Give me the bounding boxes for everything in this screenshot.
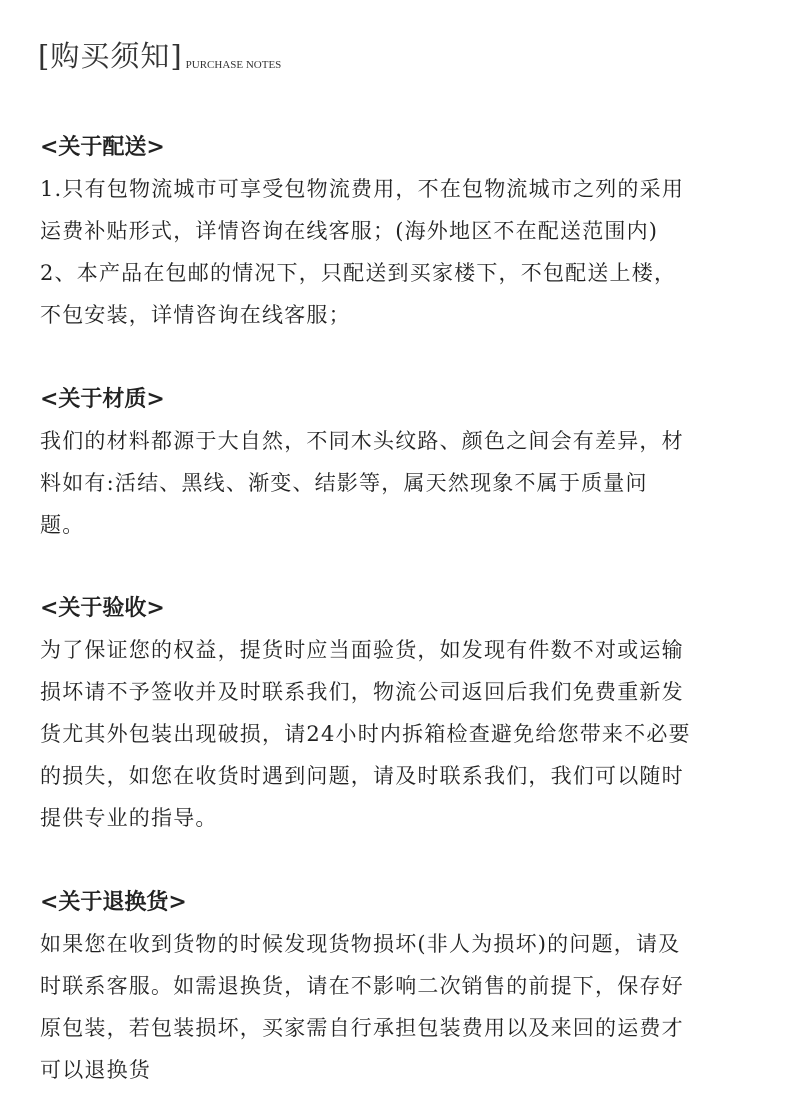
body-line: 料如有:活结、黑线、渐变、结影等，属天然现象不属于质量问 [40, 471, 648, 495]
body-line: 货尤其外包装出现破损，请24小时内拆箱检查避免给您带来不必要 [40, 722, 691, 746]
section-title-material: <关于材质> [40, 386, 165, 412]
body-line: 运费补贴形式，详情咨询在线客服；(海外地区不在配送范围内) [40, 219, 659, 243]
section-body-inspection [40, 629, 760, 839]
section-title-inspection: <关于验收> [40, 595, 165, 621]
page-subtitle: PURCHASE NOTES [185, 59, 282, 71]
section-delivery [40, 126, 760, 336]
section-material [40, 378, 760, 546]
body-line: 1.只有包物流城市可享受包物流费用，不在包物流城市之列的采用 [40, 177, 685, 201]
body-line: 我们的材料都源于大自然，不同木头纹路、颜色之间会有差异，材 [40, 429, 684, 453]
body-line: 2、本产品在包邮的情况下，只配送到买家楼下，不包配送上楼， [40, 261, 677, 285]
body-line: 为了保证您的权益，提货时应当面验货，如发现有件数不对或运输 [40, 638, 684, 662]
section-title-delivery: <关于配送> [40, 134, 165, 160]
body-line: 损坏请不予签收并及时联系我们，物流公司返回后我们免费重新发 [40, 680, 684, 704]
body-line: 的损失，如您在收货时遇到问题，请及时联系我们，我们可以随时 [40, 764, 684, 788]
body-line: 原包装，若包装损坏，买家需自行承担包装费用以及来回的运费才 [40, 1016, 684, 1040]
body-line: 题。 [40, 513, 85, 537]
section-title-return: <关于退换货> [40, 889, 187, 915]
page-title: [购买须知] [38, 39, 183, 73]
section-inspection [40, 587, 760, 839]
page-header [38, 34, 281, 74]
section-return [40, 881, 760, 1091]
section-body-delivery [40, 168, 760, 336]
section-body-material [40, 420, 760, 546]
body-line: 可以退换货 [40, 1058, 151, 1082]
body-line: 时联系客服。如需退换货，请在不影响二次销售的前提下，保存好 [40, 974, 684, 998]
body-line: 如果您在收到货物的时候发现货物损坏(非人为损坏)的问题，请及 [40, 932, 681, 956]
section-body-return [40, 923, 760, 1091]
body-line: 不包安装，详情咨询在线客服； [40, 303, 351, 327]
body-line: 提供专业的指导。 [40, 806, 218, 830]
